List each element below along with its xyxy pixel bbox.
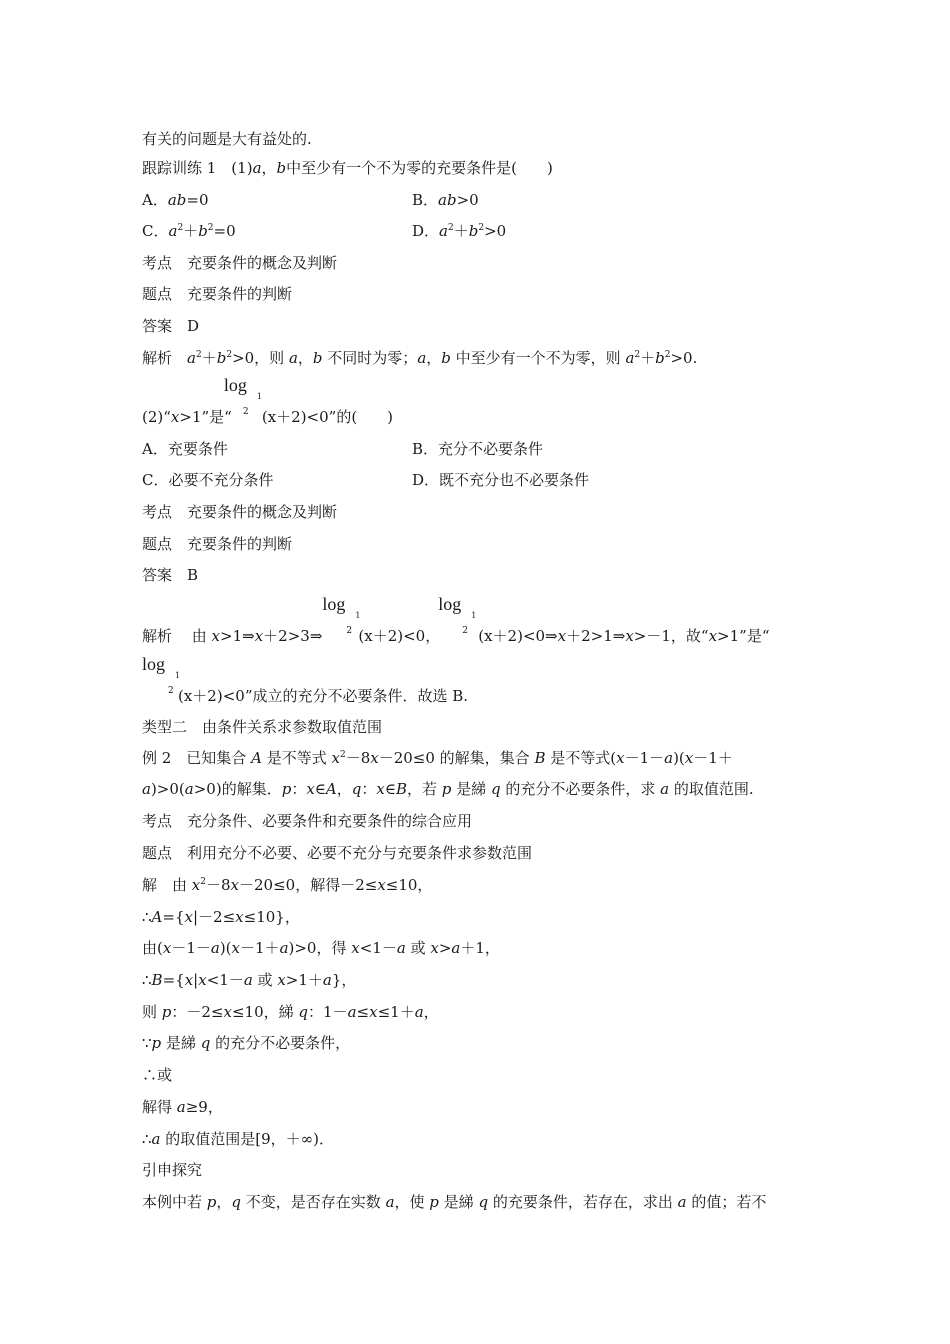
solution-step-5: 则 p：－2≤x≤10，綈 q：1－a≤x≤1＋a， [142, 1003, 439, 1021]
exercise-2-kaodian: 考点 充要条件的概念及判断 [142, 503, 338, 521]
option-b: B．ab>0 [412, 191, 479, 209]
exercise-1-stem: 跟踪训练 1 (1)a，b中至少有一个不为零的充要条件是( ) [142, 159, 553, 177]
solution-step-9: ∴a 的取值范围是[9，＋∞)． [142, 1130, 335, 1148]
exercise-1-tidian: 题点 充要条件的判断 [142, 285, 293, 303]
example-2-line-1: 例 2 已知集合 A 是不等式 $x^2-8x-20\le 0$ 的解集，集合 B 是不等式(x－1－a)(x－1＋ [142, 749, 733, 767]
solution-step-2: ∴A={x|－2≤x≤10}， [142, 908, 300, 926]
solution-step-7: ∴或 [142, 1066, 173, 1084]
exercise-2-options-cd [142, 470, 822, 490]
solution-step-1: 解 由 $x^2-8x-20\le 0$，解得－2≤x≤10， [142, 876, 433, 894]
option-a: A．充要条件 [142, 440, 228, 458]
section-2-title: 类型二 由条件关系求参数取值范围 [142, 718, 383, 736]
exercise-1-options-cd [142, 221, 822, 241]
exercise-1-analysis: 解析 $a^2+b^2>0$，则 a，b 不同时为零；a，b 中至少有一个不为零，则 $a^2+b^2>0$. [142, 349, 698, 367]
solution-step-3: 由(x－1－a)(x－1＋a)>0，得 x<1－a 或 x>a＋1， [142, 939, 500, 957]
log-half-expression: log 1 2 [438, 594, 477, 636]
exercise-1-answer: 答案 D [142, 317, 200, 335]
option-d: D．既不充分也不必要条件 [412, 471, 590, 489]
exercise-2-analysis: 解析 由 x>1⇒x＋2>3⇒ log 1 2 (x＋2)<0， log 1 2 (x＋2)<0⇒x＋2>1⇒x>－1，故“x>1”是“ [142, 594, 770, 645]
solution-step-8: 解得 a≥9， [142, 1098, 223, 1116]
option-b: B．充分不必要条件 [412, 440, 544, 458]
extension-question: 本例中若 p，q 不变，是否存在实数 a，使 p 是綈 q 的充要条件，若存在，求出 a 的值；若不 [142, 1193, 767, 1211]
log-half-expression: log 1 2 [142, 654, 181, 696]
option-d: D．$a^2+b^2>0$ [412, 222, 507, 240]
example-2-tidian: 题点 利用充分不必要、必要不充分与充要条件求参数范围 [142, 844, 533, 862]
exercise-2-options-ab [142, 439, 822, 459]
exercise-1-kaodian: 考点 充要条件的概念及判断 [142, 254, 338, 272]
example-2-line-2: a)>0(a>0)的解集．p：x∈A，q：x∈B，若 p 是綈 q 的充分不必要条件，求 a 的取值范围. [142, 780, 754, 798]
example-2-kaodian: 考点 充分条件、必要条件和充要条件的综合应用 [142, 812, 473, 830]
exercise-2-answer: 答案 B [142, 566, 199, 584]
exercise-1-options-ab [142, 190, 822, 210]
option-c: C．必要不充分条件 [142, 471, 274, 489]
exercise-2-stem: (2)“x>1”是“ log 1 2 (x＋2)<0”的( ) [142, 375, 394, 426]
solution-step-6: ∵p 是綈 q 的充分不必要条件， [142, 1034, 351, 1052]
log-half-expression: log 1 2 [223, 375, 262, 417]
intro-line: 有关的问题是大有益处的. [142, 130, 312, 148]
option-c: C．$a^2+b^2=0$ [142, 222, 236, 240]
exercise-2-analysis-cont: log 1 2 (x＋2)<0”成立的充分不必要条件．故选 B. [142, 654, 469, 705]
log-half-expression: log 1 2 [322, 594, 361, 636]
extension-title: 引申探究 [142, 1161, 203, 1179]
option-a: A．ab=0 [142, 191, 209, 209]
exercise-2-tidian: 题点 充要条件的判断 [142, 535, 293, 553]
solution-step-4: ∴B={x|x<1－a 或 x>1＋a}， [142, 971, 357, 989]
